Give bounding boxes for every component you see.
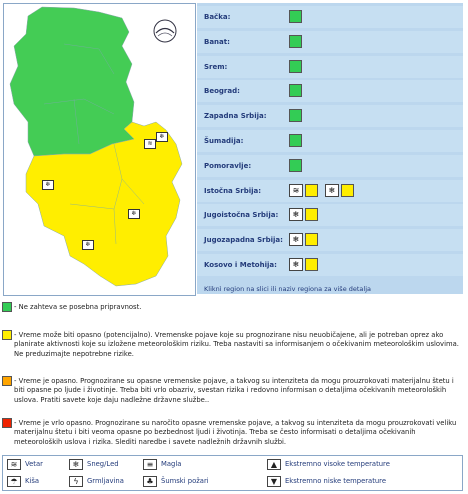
warning-level-swatch xyxy=(305,233,318,246)
map-region-green[interactable] xyxy=(10,7,134,156)
weather-legend-label: Magla xyxy=(161,460,182,468)
warning-level-swatch xyxy=(341,184,354,197)
region-name[interactable]: Pomoravlje: xyxy=(204,161,252,170)
region-row[interactable] xyxy=(197,180,463,202)
weather-symbol-legend xyxy=(2,455,463,491)
region-name[interactable]: Beograd: xyxy=(204,87,240,96)
warning-level-swatch xyxy=(305,208,318,221)
snow-ice-icon: ❄ xyxy=(69,459,83,470)
warning-level-swatch xyxy=(289,84,302,97)
snow-ice-icon: ❄ xyxy=(325,184,339,197)
map-snow-marker-south[interactable]: ❄ xyxy=(82,240,94,250)
weather-legend-label: Vetar xyxy=(25,460,43,468)
map-snow-marker-east[interactable]: ❄ xyxy=(156,132,168,142)
legend-description: - Ne zahteva se posebna pripravnost. xyxy=(14,303,142,311)
legend-description: - Vreme je vrlo opasno. Prognozirane su naročito opasne vremenske pojave, a takvog su intenziteta da mogu prouzrokovati veliku materijalnu štetu i biti veoma opasne po bezbednost ljudi i životinja. Treba se često informisati o detaljima očekivanih meteoroloških uslova i rizika. Slediti naredbe i savete nadležnih državnih službi. xyxy=(14,419,457,446)
wind-icon: ≋ xyxy=(289,184,303,197)
region-name[interactable]: Srem: xyxy=(204,62,228,71)
warning-level-swatch xyxy=(289,35,302,48)
fog-icon: ≡ xyxy=(143,459,157,470)
low-temperature-icon: ▼ xyxy=(267,476,281,487)
warning-level-swatch xyxy=(289,10,302,23)
serbia-map[interactable] xyxy=(4,4,195,295)
region-row[interactable] xyxy=(197,31,463,53)
thunderstorm-icon: ϟ xyxy=(69,476,83,487)
region-name[interactable]: Zapadna Srbija: xyxy=(204,112,267,121)
rain-icon: ☂ xyxy=(7,476,21,487)
region-row[interactable] xyxy=(197,130,463,152)
region-row[interactable] xyxy=(197,105,463,127)
weather-legend-label: Kiša xyxy=(25,477,40,485)
wind-icon: ≋ xyxy=(7,459,21,470)
region-row[interactable] xyxy=(197,204,463,226)
region-row[interactable] xyxy=(197,229,463,251)
warning-level-swatch xyxy=(305,258,318,271)
legend-description: - Vreme je opasno. Prognozirane su opasne vremenske pojave, a takvog su intenziteta da mogu prouzrokovati materijalnu štetu i biti opasne po ljude i životinje. Treba biti vrlo obazriv, svestan rizika i redovno informisan o detaljima očekivanih meteoroloških uslova. Pratiti savete koje daju nadležne državne službe.. xyxy=(14,377,454,404)
map-snow-marker-west[interactable]: ❄ xyxy=(42,180,54,190)
legend-color-swatch xyxy=(2,302,12,312)
region-hint-text: Kliknì region na slici ili naziv regiona za više detalja xyxy=(204,285,372,293)
region-row[interactable] xyxy=(197,155,463,177)
region-row[interactable] xyxy=(197,254,463,276)
region-row[interactable] xyxy=(197,6,463,28)
region-name[interactable]: Jugozapadna Srbija: xyxy=(204,236,283,245)
legend-color-swatch xyxy=(2,330,12,340)
map-snow-marker-southeast[interactable]: ❄ xyxy=(128,209,140,219)
region-name[interactable]: Šumadija: xyxy=(204,137,244,145)
region-row[interactable] xyxy=(197,56,463,78)
snow-ice-icon: ❄ xyxy=(289,258,303,271)
warning-level-swatch xyxy=(289,134,302,147)
high-temperature-icon: ▲ xyxy=(267,459,281,470)
warning-map[interactable] xyxy=(3,3,196,296)
warning-level-swatch xyxy=(289,109,302,122)
map-wind-marker-east[interactable]: ≋ xyxy=(144,139,156,149)
warning-level-swatch xyxy=(289,60,302,73)
region-row[interactable] xyxy=(197,80,463,102)
region-name[interactable]: Kosovo i Metohija: xyxy=(204,261,277,269)
legend-description: - Vreme može biti opasno (potencijalno). Vremenske pojave koje su prognozirane nisu neuobičajene, ali je potreban oprez ako planirate aktivnosti koje su izložene meteorološkim riziku. Treba nastaviti sa informisanjem o očekivanim meteorološkim uslovima. Ne preduzimajte nepotrebne rizike. xyxy=(14,331,459,358)
region-list xyxy=(197,3,463,294)
forest-fire-icon: ♣ xyxy=(143,476,157,487)
region-name[interactable]: Bačka: xyxy=(204,13,231,21)
region-name[interactable]: Istočna Srbija: xyxy=(204,186,262,195)
weather-legend-label: Ekstremno visoke temperature xyxy=(285,460,390,468)
weather-legend-label: Šumski požari xyxy=(161,477,209,485)
weather-legend-label: Sneg/Led xyxy=(87,460,119,468)
warning-level-swatch xyxy=(289,159,302,172)
region-name[interactable]: Jugoistočna Srbija: xyxy=(204,211,279,220)
legend-color-swatch xyxy=(2,418,12,428)
rhmz-logo xyxy=(152,18,178,44)
legend-color-swatch xyxy=(2,376,12,386)
weather-legend-label: Ekstremno niske temperature xyxy=(285,477,387,485)
warning-level-swatch xyxy=(305,184,318,197)
weather-legend-label: Grmljavina xyxy=(87,477,124,485)
region-name[interactable]: Banat: xyxy=(204,37,230,46)
snow-ice-icon: ❄ xyxy=(289,208,303,221)
snow-ice-icon: ❄ xyxy=(289,233,303,246)
